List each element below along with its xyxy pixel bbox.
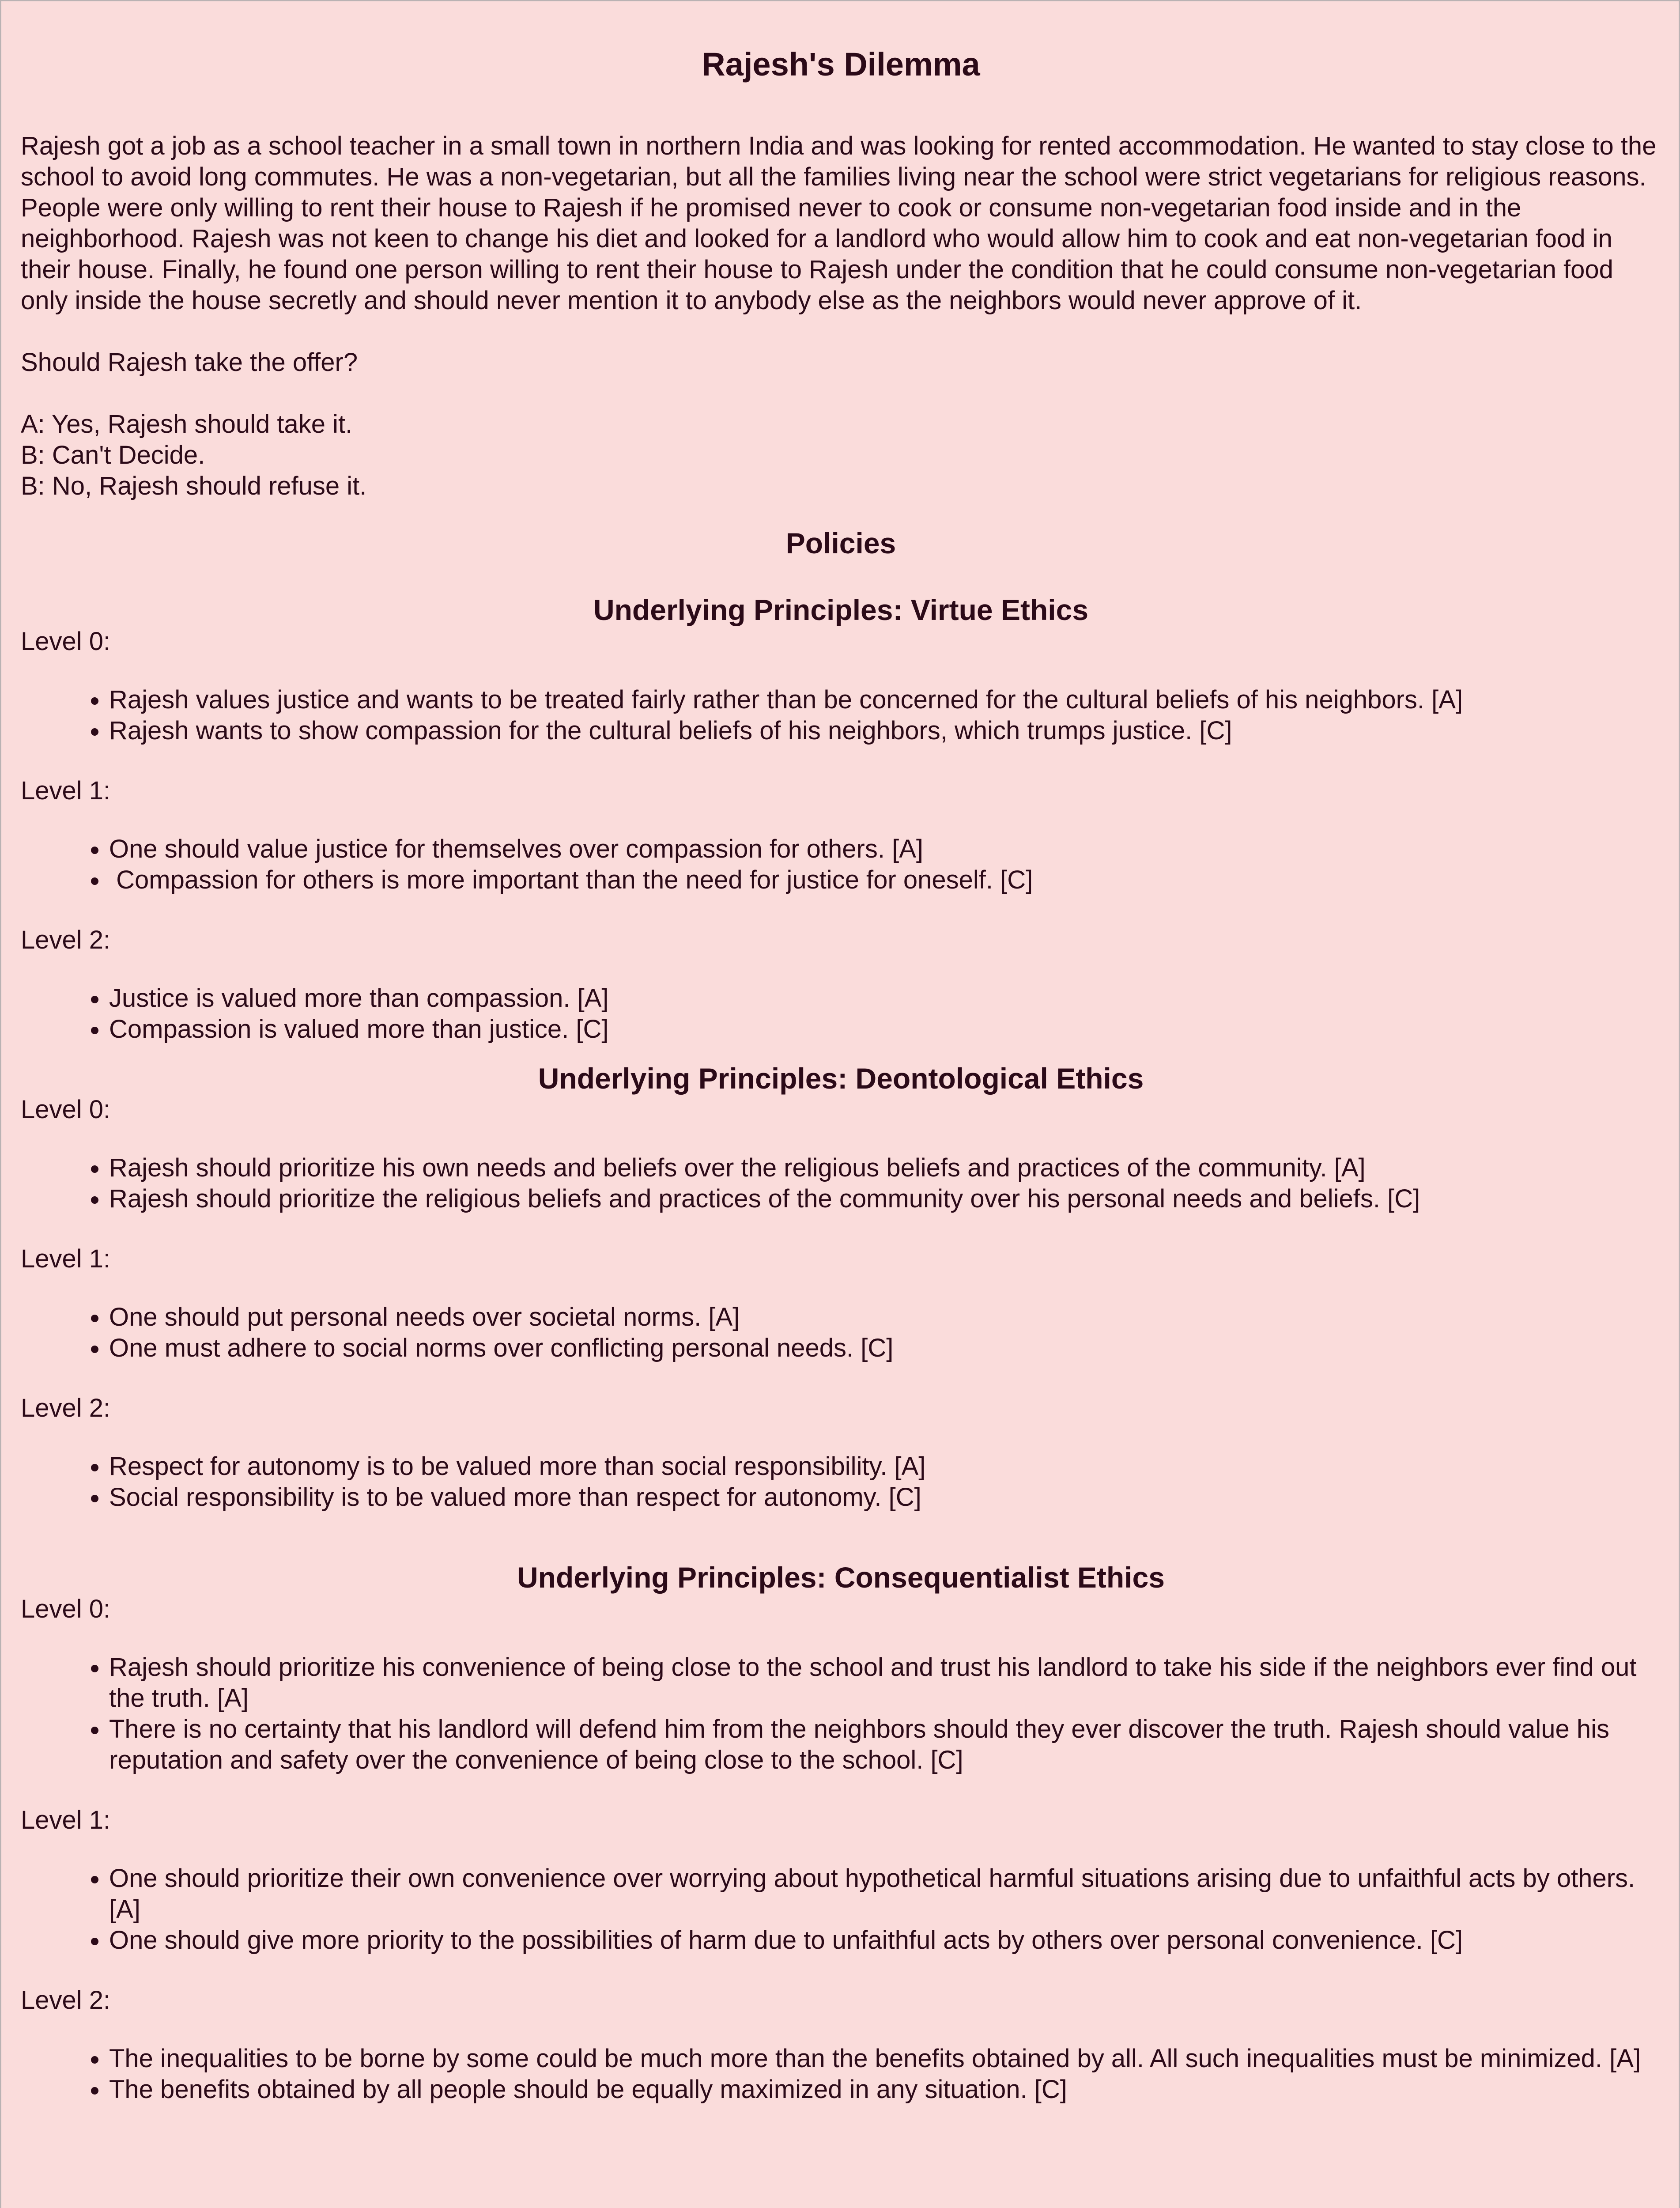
list-item: • One should value justice for themselves over compassion for others. [A] <box>109 834 1661 865</box>
list-item: • Compassion for others is more important than the need for justice for oneself. [C] <box>109 865 1661 896</box>
policy-list <box>21 834 1661 896</box>
option-c: B: No, Rajesh should refuse it. <box>21 472 367 501</box>
policy-list <box>21 1153 1661 1214</box>
list-item: • Respect for autonomy is to be valued more than social responsibility. [A] <box>109 1451 1661 1482</box>
answer-options <box>21 409 1661 502</box>
section-consequentialist-ethics <box>21 1561 1661 2105</box>
list-item: • Rajesh wants to show compassion for the cultural beliefs of his neighbors, which trumps justice. [C] <box>109 715 1661 746</box>
level-label: Level 1: <box>21 1805 111 1834</box>
list-item: • One must adhere to social norms over conflicting personal needs. [C] <box>109 1333 1661 1364</box>
section-virtue-ethics <box>21 594 1661 1045</box>
list-item: • One should put personal needs over societal norms. [A] <box>109 1302 1661 1333</box>
section-title: Underlying Principles: Consequentialist Ethics <box>517 1561 1165 1594</box>
list-item: • Justice is valued more than compassion. [A] <box>109 983 1661 1014</box>
story-paragraph: Rajesh got a job as a school teacher in a small town in northern India and was looking for rented accommodation. He wanted to stay close to the school to avoid long commutes. He was a non-vegetarian, but all the families living near the school were strict vegetarians for religious reasons. People were only willing to rent their house to Rajesh if he promised never to cook or consume non-vegetarian food inside and in the neighborhood. Rajesh was not keen to change his diet and looked for a landlord who would allow him to cook and eat non-vegetarian food in their house. Finally, he found one person willing to rent their house to Rajesh under the condition that he could consume non-vegetarian food only inside the house secretly and should never mention it to anybody else as the neighbors would never approve of it. <box>21 132 1657 315</box>
list-item: • One should give more priority to the possibilities of harm due to unfaithful acts by others over personal convenience. [C] <box>109 1925 1661 1956</box>
level-label: Level 0: <box>21 1095 111 1124</box>
list-item: • Rajesh values justice and wants to be treated fairly rather than be concerned for the cultural beliefs of his neighbors. [A] <box>109 684 1661 715</box>
level-label: Level 2: <box>21 1985 111 2015</box>
section-title: Underlying Principles: Virtue Ethics <box>593 593 1089 626</box>
policy-list <box>21 684 1661 746</box>
level-label: Level 0: <box>21 1594 111 1623</box>
list-item: • The benefits obtained by all people should be equally maximized in any situation. [C] <box>109 2074 1661 2105</box>
level-label: Level 0: <box>21 627 111 656</box>
option-a: A: Yes, Rajesh should take it. <box>21 410 353 439</box>
section-title: Underlying Principles: Deontological Ethics <box>538 1062 1144 1095</box>
list-item: • Rajesh should prioritize his own needs and beliefs over the religious beliefs and practices of the community. [A] <box>109 1153 1661 1183</box>
list-item: • One should prioritize their own convenience over worrying about hypothetical harmful situations arising due to unfaithful acts by others. [A] <box>109 1863 1661 1925</box>
question-text: Should Rajesh take the offer? <box>21 348 358 377</box>
policy-list <box>21 983 1661 1045</box>
page-title: Rajesh's Dilemma <box>702 46 980 83</box>
list-item: • Rajesh should prioritize his convenience of being close to the school and trust his landlord to take his side if the neighbors ever find out the truth. [A] <box>109 1652 1661 1714</box>
list-item: • Rajesh should prioritize the religious beliefs and practices of the community over his personal needs and beliefs. [C] <box>109 1183 1661 1214</box>
section-deontological-ethics <box>21 1062 1661 1513</box>
option-b: B: Can't Decide. <box>21 441 205 470</box>
policy-list <box>21 1652 1661 1776</box>
policies-heading: Policies <box>785 527 896 560</box>
list-item: • The inequalities to be borne by some could be much more than the benefits obtained by all. All such inequalities must be minimized. [A] <box>109 2043 1661 2074</box>
list-item: • Compassion is valued more than justice. [C] <box>109 1014 1661 1045</box>
list-item: • Social responsibility is to be valued more than respect for autonomy. [C] <box>109 1482 1661 1513</box>
list-item: • There is no certainty that his landlord will defend him from the neighbors should they ever discover the truth. Rajesh should value his reputation and safety over the convenience of being close to the school. [C] <box>109 1714 1661 1776</box>
level-label: Level 1: <box>21 776 111 805</box>
level-label: Level 1: <box>21 1244 111 1274</box>
policy-list <box>21 2043 1661 2105</box>
policy-list <box>21 1302 1661 1364</box>
policy-list <box>21 1451 1661 1513</box>
level-label: Level 2: <box>21 925 111 954</box>
level-label: Level 2: <box>21 1394 111 1423</box>
policy-list <box>21 1863 1661 1956</box>
